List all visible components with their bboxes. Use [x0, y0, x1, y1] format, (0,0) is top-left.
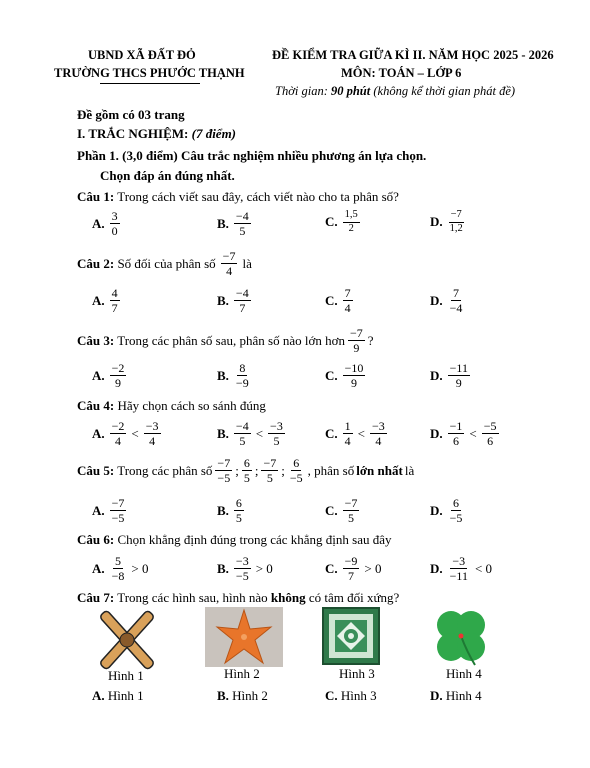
q1-option-c[interactable]: C. $\frac{1,5}{2}$ — [325, 209, 358, 234]
q5-option-d[interactable]: D. $\frac{6}{-5}$ — [430, 496, 463, 525]
ornamental-tile-icon — [322, 607, 380, 665]
q2-option-b[interactable]: B. $\frac{-4}{7}$ — [217, 286, 249, 315]
section-title: I. TRẮC NGHIỆM: (7 điểm) — [77, 126, 237, 141]
fig1-caption: Hình 1 — [108, 668, 144, 683]
q3-option-d[interactable]: D. $\frac{-11}{9}$ — [430, 361, 468, 390]
question-7: Câu 7: Trong các hình sau, hình nào không có tâm đối xứng? — [77, 590, 400, 605]
starfish-icon — [205, 607, 283, 667]
q5-option-b[interactable]: B. $\frac{6}{5}$ — [217, 496, 242, 525]
question-3: Câu 3: Trong các phân số sau, phân số nào lớn hơn $\frac{-7}{9}$ ? — [77, 326, 374, 355]
district-name: UBND XÃ ĐẤT ĐỎ — [88, 48, 196, 62]
question-5: Câu 5: Trong các phân số $\frac{-7}{-5}$ ; $\frac{6}{5}$ ; $\frac{-7}{5}$ ; $\frac{6}{-5}$ , phân số lớn nhất là — [77, 456, 415, 485]
q6-option-b[interactable]: B. $\frac{-3}{-5}$ > 0 — [217, 554, 273, 583]
q2-option-a[interactable]: A. $\frac{4}{7}$ — [92, 286, 118, 315]
q6-option-d[interactable]: D. $\frac{-3}{-11}$ < 0 — [430, 554, 493, 583]
q2-option-d[interactable]: D. $\frac{7}{-4}$ — [430, 286, 463, 315]
q6-option-a[interactable]: A. $\frac{5}{-8}$ > 0 — [92, 554, 149, 583]
ceiling-fan-icon — [93, 608, 161, 672]
q1-option-b[interactable]: B. $\frac{-4}{5}$ — [217, 209, 249, 238]
q4-option-c[interactable]: C. $\frac{1}{4}$ < $\frac{-3}{4}$ — [325, 419, 385, 448]
fig2-caption: Hình 2 — [224, 666, 260, 681]
q7-option-c[interactable]: C. Hình 3 — [325, 688, 377, 703]
question-2: Câu 2: Số đối của phân số $\frac{-7}{4}$ là — [77, 249, 252, 278]
q6-option-c[interactable]: C. $\frac{-9}{7}$ > 0 — [325, 554, 382, 583]
q7-option-d[interactable]: D. Hình 4 — [430, 688, 482, 703]
time-line: Thời gian: 90 phút (không kể thời gian phát đề) — [275, 84, 516, 98]
part1-instruction: Chọn đáp án đúng nhất. — [100, 168, 235, 183]
q3-option-a[interactable]: A. $\frac{-2}{9}$ — [92, 361, 125, 390]
q2-option-c[interactable]: C. $\frac{7}{4}$ — [325, 286, 351, 315]
q7-option-a[interactable]: A. Hình 1 — [92, 688, 144, 703]
q3-option-c[interactable]: C. $\frac{-10}{9}$ — [325, 361, 364, 390]
header-underline — [100, 83, 200, 84]
q4-option-a[interactable]: A. $\frac{-2}{4}$ < $\frac{-3}{4}$ — [92, 419, 159, 448]
fig4-caption: Hình 4 — [446, 666, 482, 681]
q5-option-c[interactable]: C. $\frac{-7}{5}$ — [325, 496, 358, 525]
question-6: Câu 6: Chọn khẳng định đúng trong các khẳng định sau đây — [77, 532, 392, 547]
q1-option-a[interactable]: A. $\frac{3}{0}$ — [92, 209, 118, 238]
q4-option-d[interactable]: D. $\frac{-1}{6}$ < $\frac{-5}{6}$ — [430, 419, 497, 448]
four-leaf-clover-icon — [429, 607, 493, 669]
question-4: Câu 4: Hãy chọn cách so sánh đúng — [77, 398, 266, 413]
q5-option-a[interactable]: A. $\frac{-7}{-5}$ — [92, 496, 125, 525]
school-name: TRƯỜNG THCS PHƯỚC THẠNH — [54, 66, 245, 80]
exam-title: ĐỀ KIỂM TRA GIỮA KÌ II. NĂM HỌC 2025 - 2026 — [272, 48, 554, 62]
fig3-caption: Hình 3 — [339, 666, 375, 681]
q4-option-b[interactable]: B. $\frac{-4}{5}$ < $\frac{-3}{5}$ — [217, 419, 283, 448]
q7-option-b[interactable]: B. Hình 2 — [217, 688, 268, 703]
part1-title: Phần 1. (3,0 điểm) Câu trắc nghiệm nhiều phương án lựa chọn. — [77, 148, 427, 163]
question-1: Câu 1: Trong cách viết sau đây, cách viết nào cho ta phân số? — [77, 189, 399, 204]
page-count: Đề gồm có 03 trang — [77, 107, 185, 122]
q3-option-b[interactable]: B. $\frac{8}{-9}$ — [217, 361, 249, 390]
q1-option-d[interactable]: D. $\frac{-7}{1,2}$ — [430, 209, 463, 234]
subject-title: MÔN: TOÁN – LỚP 6 — [341, 66, 462, 80]
